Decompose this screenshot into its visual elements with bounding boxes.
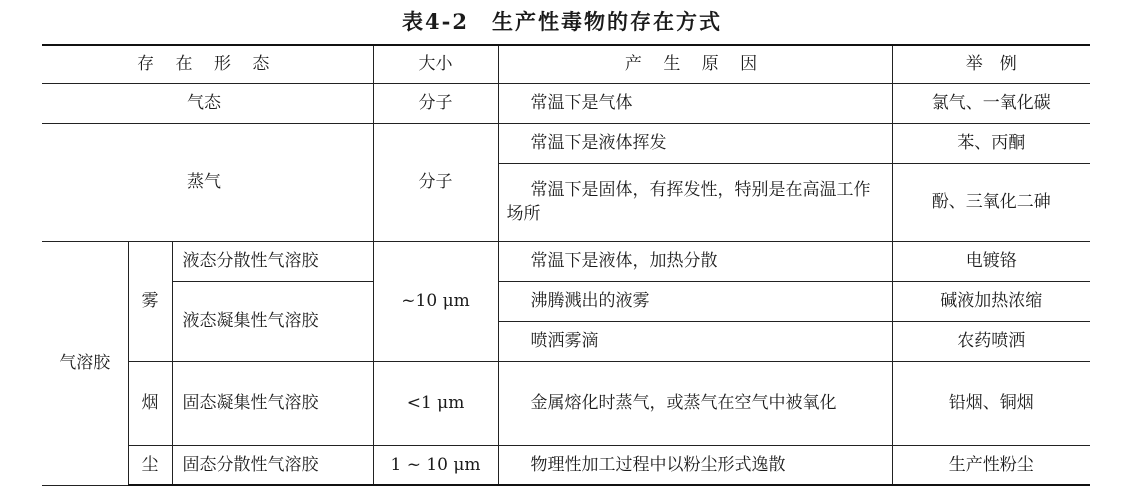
header-example: 举 例 [892,45,1090,83]
example-vapor-liquid: 苯、丙酮 [892,123,1090,163]
reason-mist-3: 喷洒雾滴 [498,321,892,361]
reason-mist-1: 常温下是液体，加热分散 [498,241,892,281]
size-mist: ~10 μm [373,241,498,361]
table-row-vapor-1 [42,123,1090,163]
reason-vapor-solid: 常温下是固体，有挥发性，特别是在高温工作场所 [498,163,892,241]
form-dust: 固态分散性气溶胶 [172,445,373,485]
table-row-gas [42,83,1090,123]
form-smoke: 固态凝集性气溶胶 [172,361,373,445]
table-header-row [42,45,1090,83]
example-dust: 生产性粉尘 [892,445,1090,485]
size-dust: 1 ~ 10 μm [373,445,498,485]
reason-dust: 物理性加工过程中以粉尘形式逸散 [498,445,892,485]
table-row-mist-1 [42,241,1090,281]
reason-vapor-liquid: 常温下是液体挥发 [498,123,892,163]
toxic-substance-table [42,44,1090,486]
reason-mist-2: 沸腾溅出的液雾 [498,281,892,321]
example-smoke: 铅烟、铜烟 [892,361,1090,445]
reason-gas: 常温下是气体 [498,83,892,123]
table-row-smoke [42,361,1090,445]
example-gas: 氯气、一氧化碳 [892,83,1090,123]
form-mist-dispersed: 液态分散性气溶胶 [172,241,373,281]
table-title: 表4-2 生产性毒物的存在方式 [402,9,722,34]
header-reason: 产 生 原 因 [498,45,892,83]
example-mist-2: 碱液加热浓缩 [892,281,1090,321]
header-state: 存 在 形 态 [42,45,373,83]
header-size: 大小 [373,45,498,83]
smoke-label: 烟 [128,361,172,445]
state-vapor: 蒸气 [42,123,373,241]
state-gas: 气态 [42,83,373,123]
table-row-dust [42,445,1090,485]
example-mist-1: 电镀铬 [892,241,1090,281]
table-row-mist-2 [42,281,1090,321]
size-smoke: <1 μm [373,361,498,445]
example-mist-3: 农药喷洒 [892,321,1090,361]
mist-label: 雾 [128,241,172,361]
reason-smoke: 金属熔化时蒸气，或蒸气在空气中被氧化 [498,361,892,445]
example-vapor-solid: 酚、三氧化二砷 [892,163,1090,241]
state-aerosol: 气溶胶 [42,241,128,485]
form-mist-condensed: 液态凝集性气溶胶 [172,281,373,361]
size-vapor: 分子 [373,123,498,241]
size-gas: 分子 [373,83,498,123]
dust-label: 尘 [128,445,172,485]
